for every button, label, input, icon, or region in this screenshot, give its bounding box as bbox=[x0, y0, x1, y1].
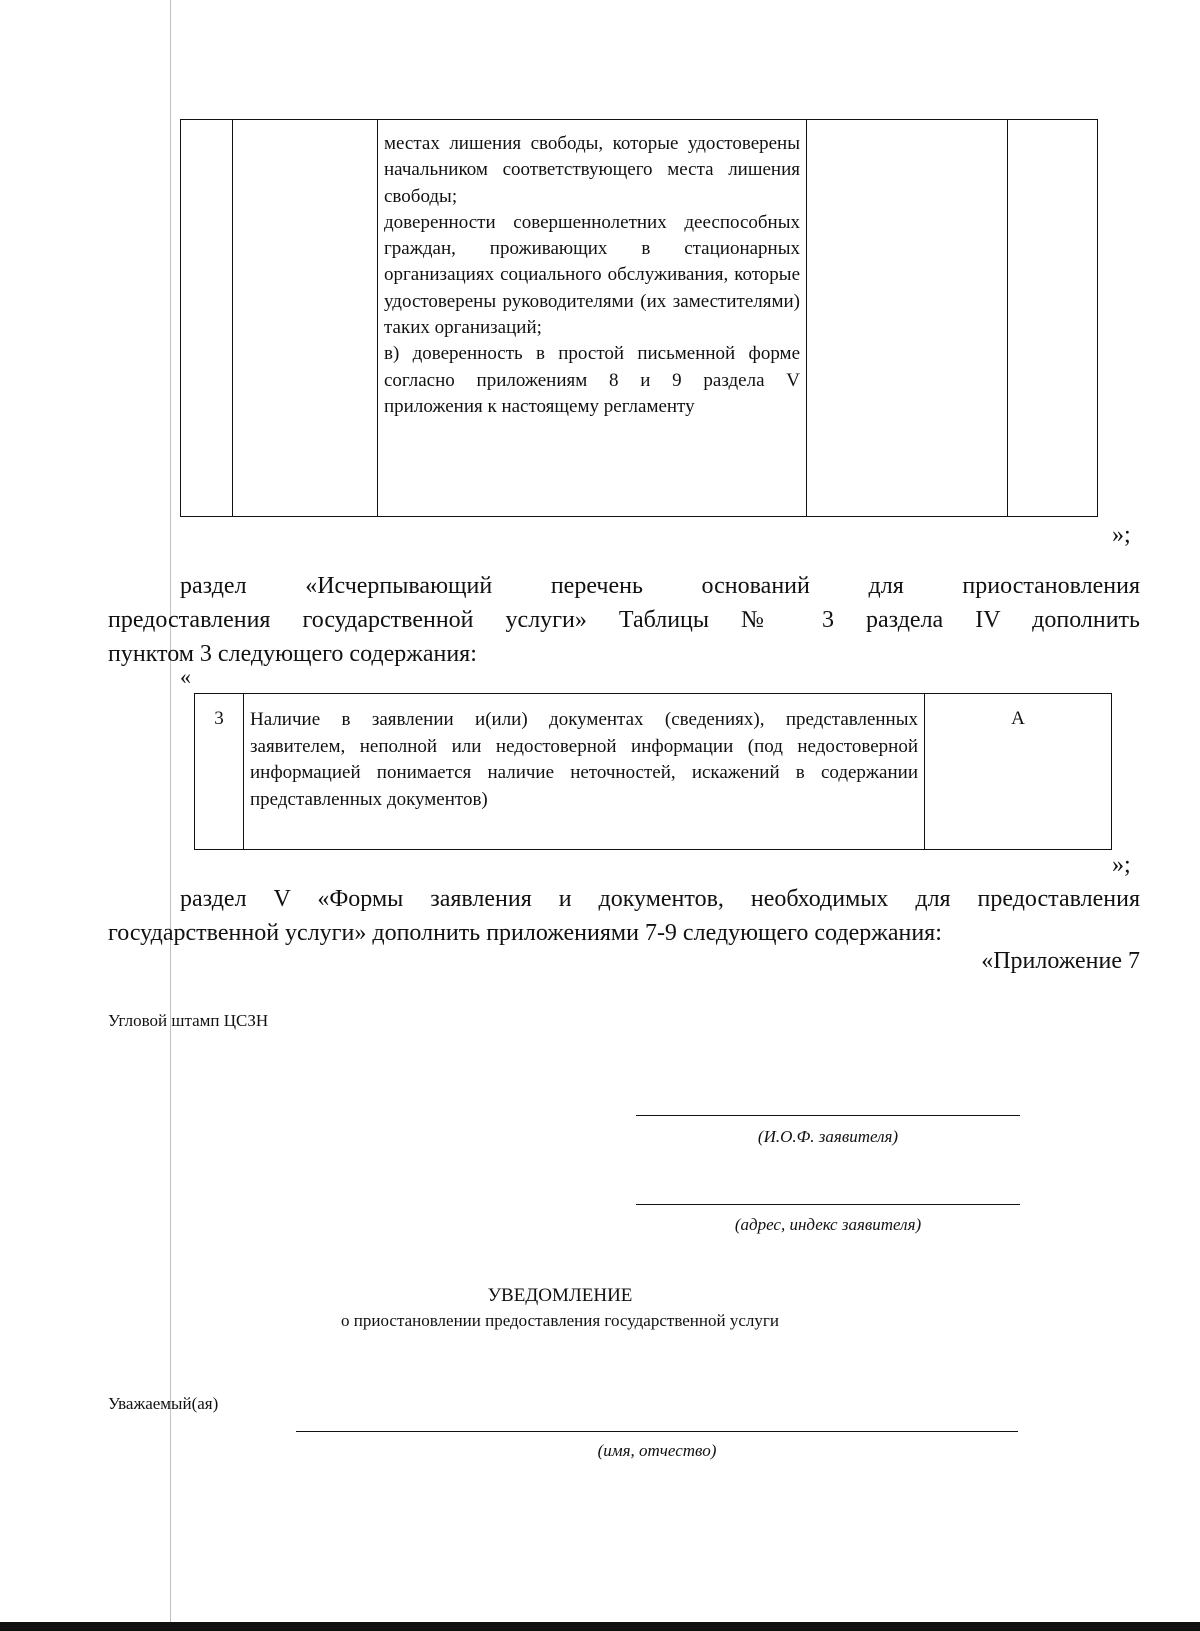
scan-artifact-line bbox=[170, 0, 171, 1631]
applicant-address-caption: (адрес, индекс заявителя) bbox=[734, 1215, 922, 1234]
closing-quote: »; bbox=[1112, 852, 1131, 878]
paragraph-line: раздел «Исчерпывающий перечень оснований для приостановления bbox=[180, 573, 1140, 599]
row-number: 3 bbox=[214, 708, 224, 729]
table-cell-empty bbox=[807, 120, 1008, 517]
salutation-label: Уважаемый(ая) bbox=[108, 1394, 219, 1413]
continuation-table bbox=[180, 119, 1098, 517]
paragraph-amendment-2 bbox=[108, 882, 1140, 950]
table-row bbox=[181, 120, 1098, 517]
table-cell-text bbox=[244, 694, 925, 850]
applicant-name-line bbox=[636, 1115, 1020, 1116]
table-cell-empty bbox=[181, 120, 233, 517]
table-cell-text bbox=[378, 120, 807, 517]
documents-list-text: местах лишения свободы, которые удостоверены начальником соответствующего места лишения свободы; доверенности совершеннолетних дееспособных граждан, проживающих в стационарных организациях социального обслуживания, которые удостоверены руководителями (их заместителями) таких организаций; в) доверенность в простой письменной форме согласно приложениям 8 и 9 раздела V приложения к настоящему регламенту bbox=[384, 133, 800, 417]
salutation-caption: (имя, отчество) bbox=[597, 1441, 717, 1460]
paragraph-amendment-1 bbox=[108, 569, 1140, 671]
notice-subtitle: о приостановлении предоставления государственной услуги bbox=[341, 1311, 779, 1330]
scan-bottom-edge bbox=[0, 1622, 1200, 1631]
ground-description: Наличие в заявлении и(или) документах (сведениях), представленных заявителем, неполной или недостоверной информации (под недостоверной информацией понимается наличие неточностей, искажений в содержании представленных документов) bbox=[250, 709, 918, 810]
ground-code: А bbox=[1011, 708, 1025, 729]
table-cell-code bbox=[925, 694, 1112, 850]
paragraph-line: раздел V «Формы заявления и документов, необходимых для предоставления bbox=[180, 886, 1140, 912]
paragraph-line: пунктом 3 следующего содержания: bbox=[108, 641, 477, 667]
applicant-name-caption: (И.О.Ф. заявителя) bbox=[757, 1127, 899, 1146]
applicant-address-line bbox=[636, 1204, 1020, 1205]
notice-title: УВЕДОМЛЕНИЕ bbox=[487, 1285, 633, 1306]
salutation-line bbox=[296, 1431, 1018, 1432]
grounds-table bbox=[194, 693, 1112, 850]
closing-quote: »; bbox=[1112, 522, 1131, 548]
table-row bbox=[195, 694, 1112, 850]
table-cell-empty bbox=[1008, 120, 1098, 517]
corner-stamp-label: Угловой штамп ЦСЗН bbox=[108, 1011, 269, 1030]
paragraph-line: предоставления государственной услуги» Таблицы № 3 раздела IV дополнить bbox=[108, 607, 1140, 633]
paragraph-line: государственной услуги» дополнить приложениями 7-9 следующего содержания: bbox=[108, 920, 942, 946]
table-cell-number bbox=[195, 694, 244, 850]
opening-quote: « bbox=[180, 664, 191, 689]
appendix-label: «Приложение 7 bbox=[981, 948, 1140, 974]
table-cell-empty bbox=[233, 120, 378, 517]
